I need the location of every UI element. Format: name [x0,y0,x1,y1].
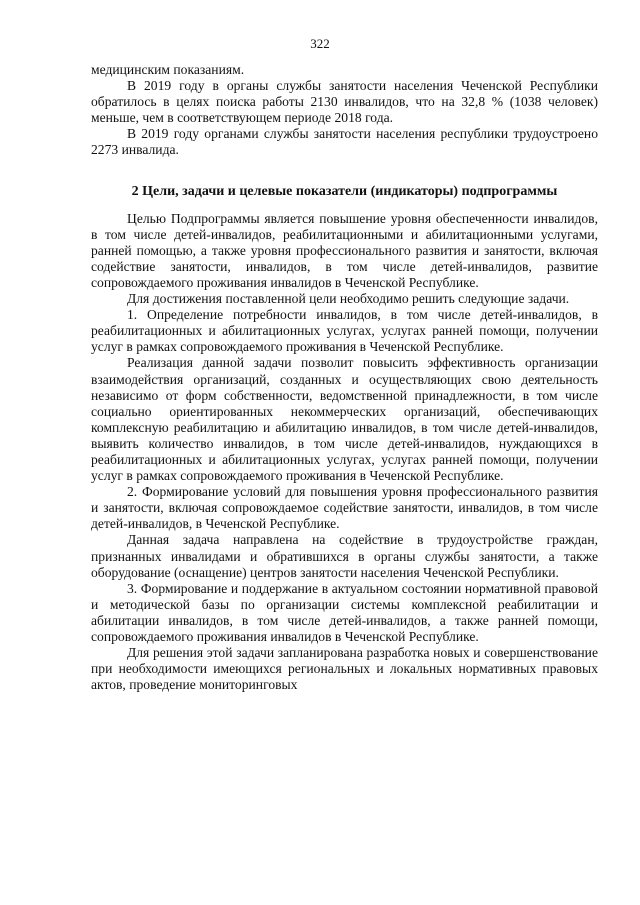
document-body [91,62,598,693]
paragraph: В 2019 году органами службы занятости населения республики трудоустроено 2273 инвалида. [91,126,598,158]
paragraph: 1. Определение потребности инвалидов, в том числе детей-инвалидов, в реабилитационных и абилитационных услугах, услугах ранней помощи, получении услуг в рамках сопровождаемого проживания в Чеченской Республике. [91,307,598,355]
paragraph: Для решения этой задачи запланирована разработка новых и совершенствование при необходимости имеющихся региональных и локальных нормативных правовых актов, проведение мониторинговых [91,645,598,693]
page-number: 322 [310,36,330,51]
paragraph: медицинским показаниям. [91,62,245,77]
paragraph: Для достижения поставленной цели необходимо решить следующие задачи. [127,291,570,307]
paragraph: Данная задача направлена на содействие в трудоустройстве граждан, признанных инвалидами и обратившихся в органы службы занятости, а также оборудование (оснащение) центров занятости населения Чеченской Республики. [91,532,598,580]
paragraph: Реализация данной задачи позволит повысить эффективность организации взаимодействия организаций, созданных и осуществляющих свою деятельность независимо от форм собственности, ведомственной принадлежности, в том числе социально ориентированных некоммерческих организаций, обеспечивающих комплексную реабилитацию и абилитацию инвалидов, в том числе детей-инвалидов, выявить количество инвалидов, в том числе детей-инвалидов, нуждающихся в реабилитационных и абилитационных услугах, услугах ранней помощи, получении услуг в рамках сопровождаемого проживания в Чеченской Республике. [91,355,598,484]
paragraph: 3. Формирование и поддержание в актуальном состоянии нормативной правовой и методической базы по организации системы комплексной реабилитации и абилитации инвалидов, в том числе детей-инвалидов, а также ранней помощи, сопровождаемого проживания инвалидов в Чеченской Республике. [91,580,598,644]
paragraph: Целью Подпрограммы является повышение уровня обеспеченности инвалидов, в том числе детей-инвалидов, реабилитационными и абилитационными услугами, ранней помощью, а также уровня профессионального развития и занятости, включая содействие занятости, инвалидов, в том числе детей-инвалидов, развитие сопровождаемого проживания инвалидов в Чеченской Республике. [91,210,598,290]
section-heading: 2 Цели, задачи и целевые показатели (индикаторы) подпрограммы [131,183,558,199]
paragraph: 2. Формирование условий для повышения уровня профессионального развития и занятости, включая сопровождаемое содействие занятости, инвалидов, в том числе детей-инвалидов, в Чеченской Республике. [91,484,598,532]
paragraph: В 2019 году в органы службы занятости населения Чеченской Республики обратилось в целях поиска работы 2130 инвалидов, что на 32,8 % (1038 человек) меньше, чем в соответствующем периоде 2018 года. [91,78,598,126]
